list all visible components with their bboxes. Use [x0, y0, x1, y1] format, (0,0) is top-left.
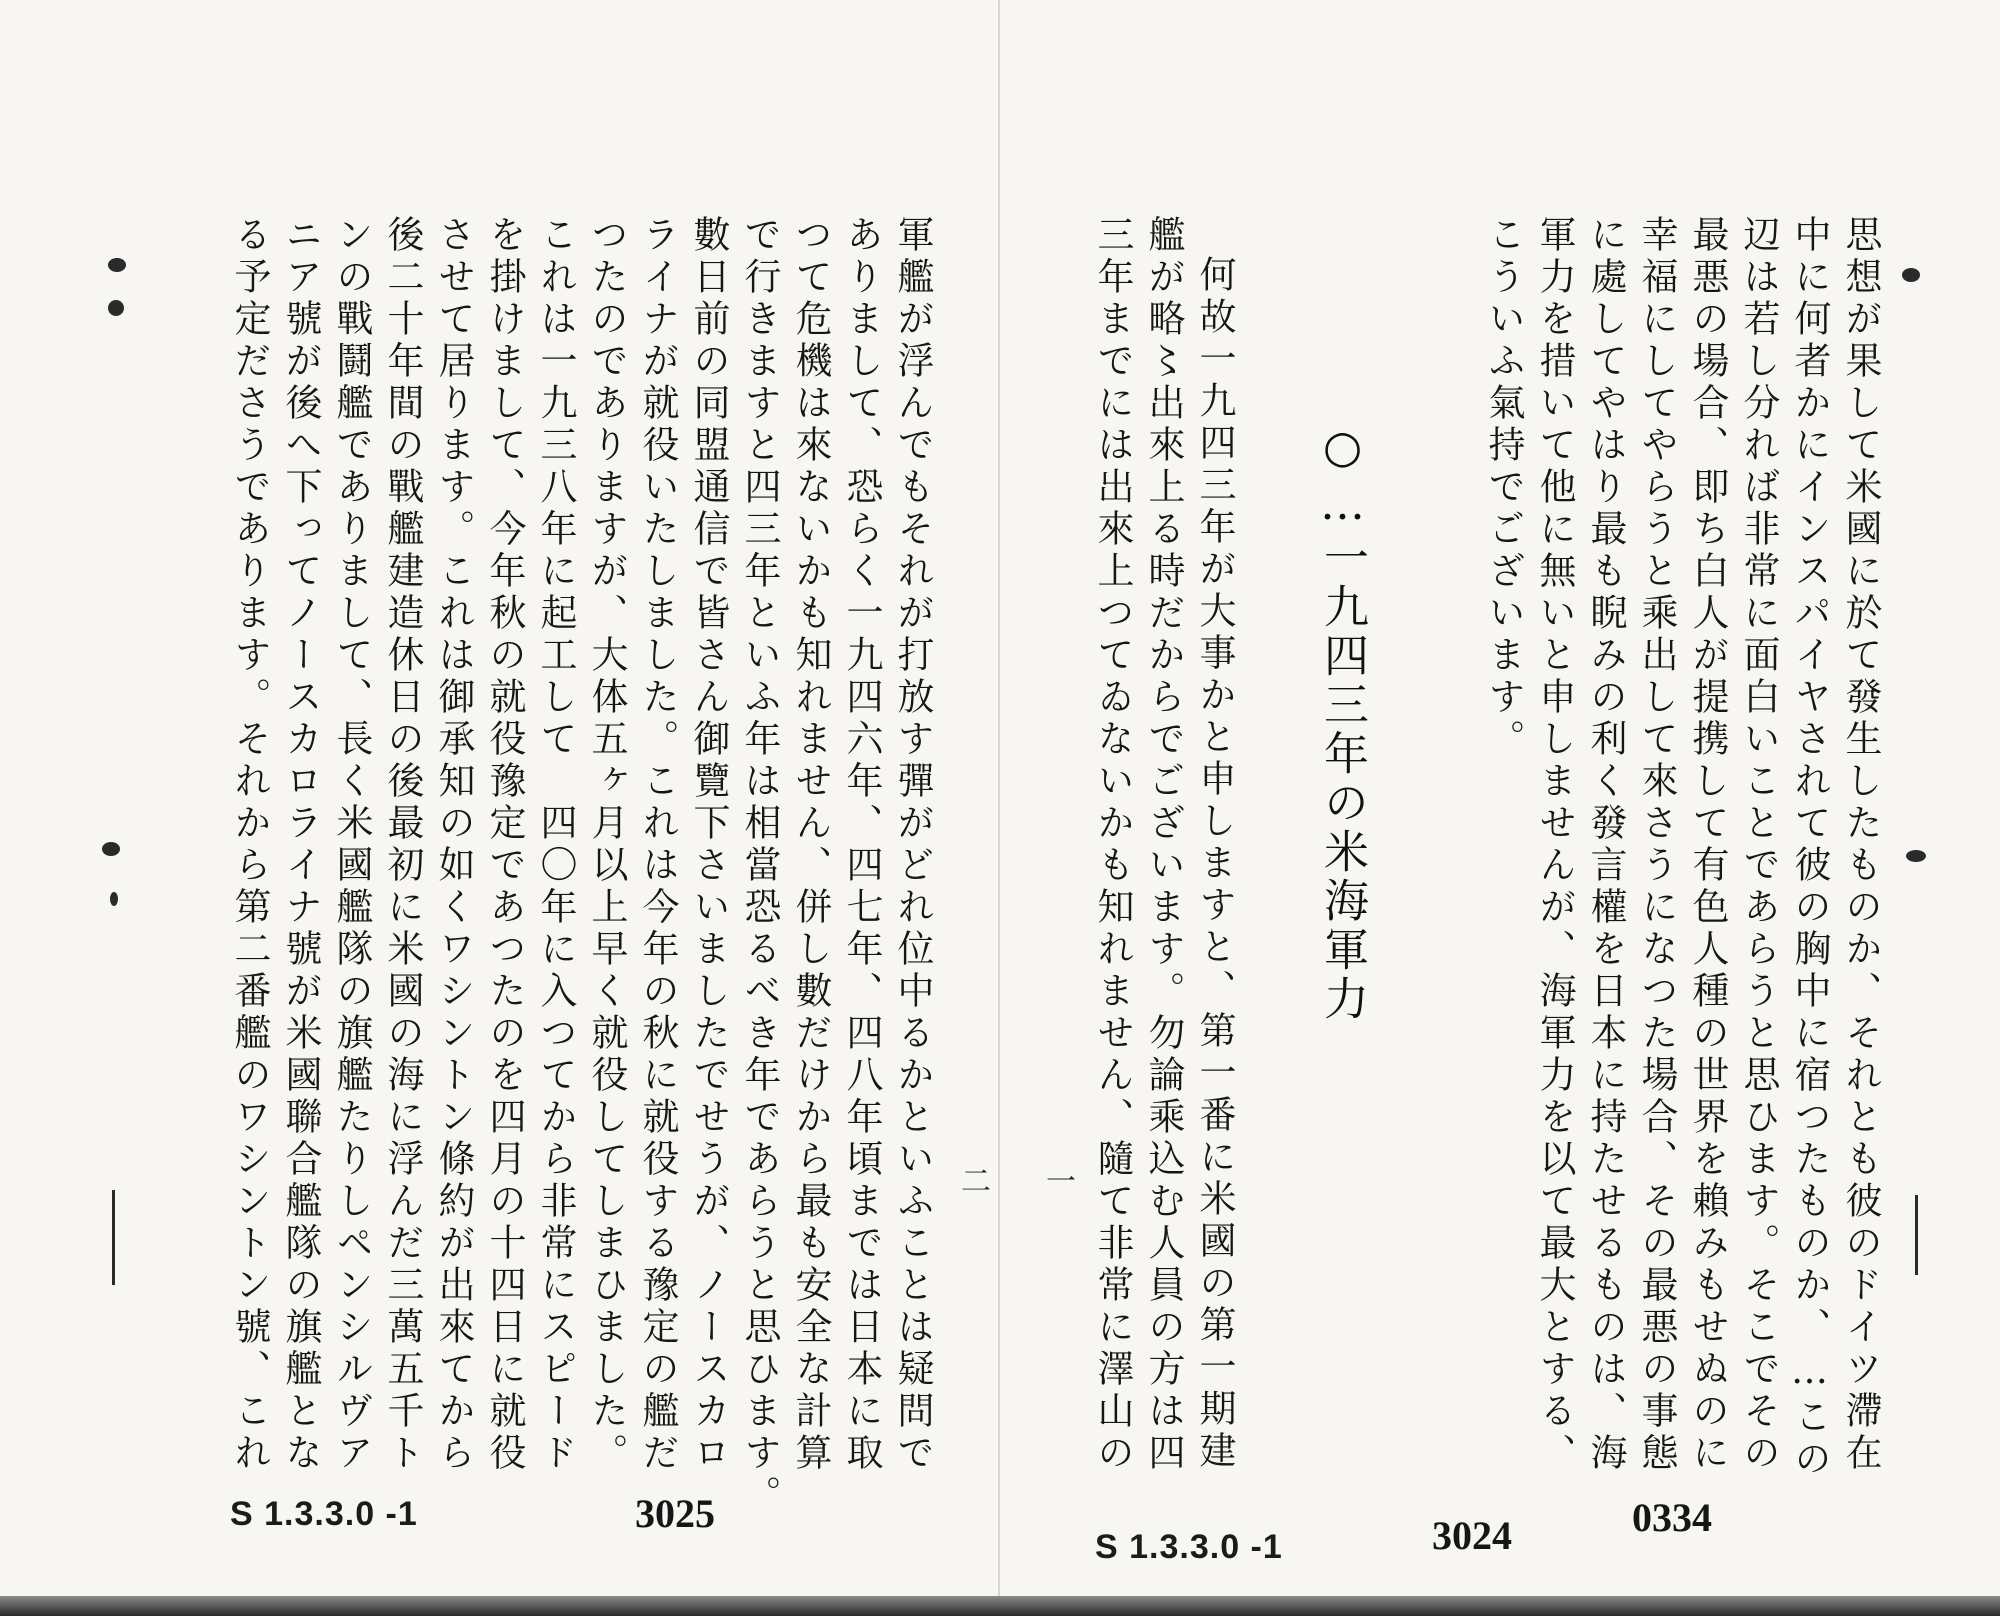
stamp-number: 0334: [1632, 1495, 1712, 1540]
right-text-column: 辺は若し分れば非常に面白いことであらうと思ひます。そこでその: [1737, 215, 1780, 1475]
left-text-column: ありまして、恐らく一九四六年、四七年、四八年頃までは日本に取: [840, 215, 883, 1475]
ink-speck: [102, 842, 120, 856]
left-footer-number: 3025: [635, 1491, 715, 1536]
section-heading: ○…一九四三年の米海軍力: [1316, 420, 1369, 1024]
right-text-column: 三年までには出來上つてゐないかも知れません、隨て非常に澤山の: [1091, 215, 1134, 1475]
ink-speck: [1902, 268, 1920, 282]
ink-speck: [108, 300, 124, 316]
left-text-column: る予定ださうであります。それから第二番艦のワシントン號、これ: [228, 215, 271, 1475]
right-text-column: こういふ氣持でございます。: [1482, 215, 1525, 761]
left-text-column: ンの戰鬪艦でありまして、長く米國艦隊の旗艦たりしペンシルヴア: [330, 215, 373, 1475]
left-text-column: これは一九三八年に起工して 四〇年に入つてから非常にスピード: [534, 215, 577, 1475]
margin-mark: [1915, 1195, 1918, 1275]
left-text-column: ニア號が後へ下ってノースカロライナ號が米國聯合艦隊の旗艦とな: [279, 215, 322, 1475]
right-text-column: 何故一九四三年が大事かと申しますと、第一番に米國の第一期建: [1193, 255, 1236, 1473]
left-text-column: を掛けまして、今年秋の就役豫定であつたのを四月の十四日に就役: [483, 215, 526, 1475]
margin-mark: [112, 1190, 115, 1285]
right-page-number: 一: [1040, 1165, 1075, 1195]
left-text-column: で行きますと四三年といふ年は相當恐るべき年であらうと思ひます。: [738, 215, 781, 1517]
left-text-column: 軍艦が浮んでもそれが打放す彈がどれ位中るかといふことは疑問で: [891, 215, 934, 1475]
right-text-column: 最悪の場合、即ち白人が提携して有色人種の世界を賴みもせぬのに: [1686, 215, 1729, 1475]
left-text-column: ライナが就役いたしました。これは今年の秋に就役する豫定の艦だ: [636, 215, 679, 1475]
ink-speck: [110, 892, 118, 906]
right-text-column: に處してやはり最も睨みの利く發言權を日本に持たせるものは、海: [1584, 215, 1627, 1475]
left-text-column: つて危機は來ないかも知れません、併し數だけから最も安全な計算: [789, 215, 832, 1475]
left-page-number: 二: [955, 1165, 990, 1195]
scan-bottom-edge: [0, 1596, 2000, 1616]
right-text-column: 艦が略〻出來上る時だからでございます。勿論乘込む人員の方は四: [1142, 215, 1185, 1475]
left-text-column: 後二十年間の戰艦建造休日の後最初に米國の海に浮んだ三萬五千ト: [381, 215, 424, 1475]
left-text-column: させて居ります。これは御承知の如くワシントン條約が出來てから: [432, 215, 475, 1475]
right-text-column: 幸福にしてやらうと乘出して來さうになつた場合、その最悪の事態: [1635, 215, 1678, 1475]
ink-speck: [108, 258, 126, 272]
right-footer-number: 3024: [1432, 1513, 1512, 1558]
right-text-column: 中に何者かにインスパイヤされて彼の胸中に宿つたものか、…この: [1788, 215, 1831, 1481]
right-text-column: 思想が果して米國に於て發生したものか、それとも彼のドイツ滯在: [1839, 215, 1882, 1475]
ink-speck: [1906, 850, 1926, 862]
right-text-column: 軍力を措いて他に無いと申しませんが、海軍力を以て最大とする、: [1533, 215, 1576, 1475]
left-text-column: つたのでありますが、大体五ヶ月以上早く就役してしまひました。: [585, 215, 628, 1475]
left-text-column: 數日前の同盟通信で皆さん御覽下さいましたでせうが、ノースカロ: [687, 215, 730, 1475]
left-footer-code: S 1.3.3.0 -1: [230, 1495, 418, 1533]
right-footer-code: S 1.3.3.0 -1: [1095, 1528, 1283, 1566]
right-page: [1000, 0, 2000, 1616]
